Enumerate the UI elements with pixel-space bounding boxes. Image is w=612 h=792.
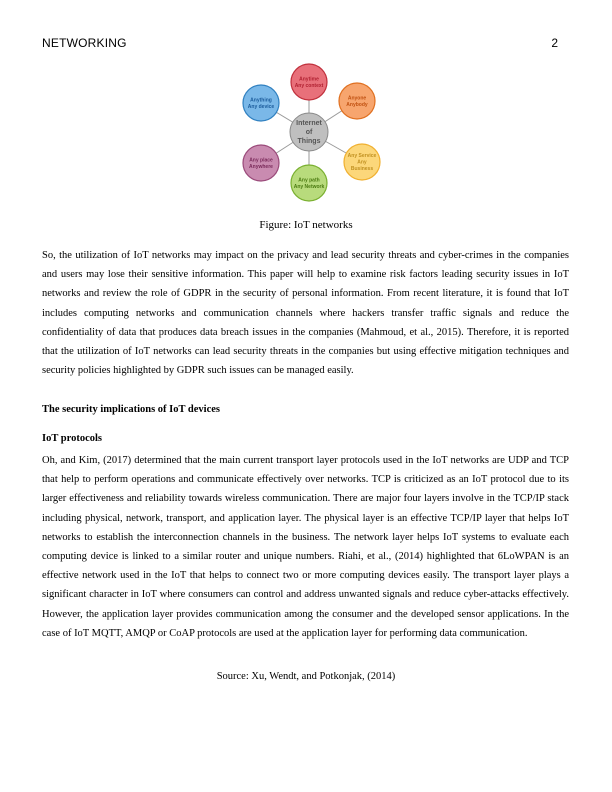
- protocols-paragraph: Oh, and Kim, (2017) determined that the main current transport layer protocols used in the IoT networks are UDP and TCP that help to perform operations and communicate effectively over networks. TCP is criticized as an IoT protocol due to its larger effectiveness and reliability towards wireless communication. There are major four layers involve in the TCP/IP stack including physical, network, transport, and application layer. The physical layer is an effective TCP/IP layer that helps IoT networks to establish the interconnection channels in the business. The network layer helps IoT systems to evaluate each computing device is linked to a similar router and unique numbers. Riahi, et al., (2014) highlighted that 6LoWPAN is an effective network used in the IoT that helps to connect two or more computing devices easily. The transport layer plays a significant character in IoT where consumers can control and address unwanted signals and reduce cyber-attacks effectively. However, the application layer provides communication among the consumer and the developed sensor applications. In the case of IoT MQTT, AMQP or CoAP protocols are used at the application layer for performing data communication.: [42, 455, 569, 639]
- intro-paragraph: So, the utilization of IoT networks may impact on the privacy and lead security threats and cyber-crimes in the companies and users may lose their sensitive information. This paper will help to examine risk factors leading security issues in IoT networks and review the role of GDPR in the security of personal information. From recent literature, it is found that IoT includes computing networks and communication channels where hackers transfer traffic signals and reduce the confidentiality of data that produces data breach issues in the companies (Mahmoud, et al., 2015). Therefore, it is reported that the utilization of IoT networks can lead security threats in the companies but using effective mitigation techniques and security policies highlighted by GDPR such issues can be managed easily.: [42, 250, 569, 377]
- node-top: [291, 64, 327, 100]
- node-upper-left: [243, 85, 279, 121]
- iot-diagram-svg: [233, 58, 383, 208]
- diagram-center-node: [290, 113, 328, 151]
- node-label: Anywhere: [249, 163, 273, 170]
- page-number: 2: [551, 36, 558, 50]
- center-line-3: Things: [297, 138, 321, 145]
- center-line-1: Internet: [296, 120, 322, 127]
- figure-caption: Figure: IoT networks: [259, 219, 353, 231]
- node-label: Any: [357, 159, 367, 166]
- source-citation: Source: Xu, Wendt, and Potkonjak, (2014): [216, 671, 396, 682]
- node-label: Any device: [247, 103, 275, 110]
- node-label: Anybody: [346, 101, 368, 108]
- page-header: [42, 36, 558, 50]
- node-label: Any Service: [347, 153, 377, 160]
- node-label: Any context: [294, 82, 324, 89]
- node-label: Anything: [250, 97, 272, 104]
- node-bottom: [291, 165, 327, 201]
- iot-diagram: [233, 58, 383, 208]
- node-lower-left: [243, 145, 279, 181]
- node-label: Any path: [298, 177, 320, 184]
- subsection-heading: IoT protocols: [42, 433, 102, 444]
- center-line-2: of: [305, 129, 313, 136]
- node-label: Business: [350, 166, 374, 172]
- node-upper-right: [339, 83, 375, 119]
- node-label: Any place: [249, 157, 273, 164]
- node-lower-right: [344, 144, 380, 180]
- running-head: NETWORKING: [42, 36, 127, 50]
- node-label: Anyone: [347, 95, 367, 102]
- node-label: Any Network: [293, 183, 325, 190]
- node-label: Anytime: [299, 76, 319, 83]
- section-heading: The security implications of IoT devices: [42, 404, 221, 415]
